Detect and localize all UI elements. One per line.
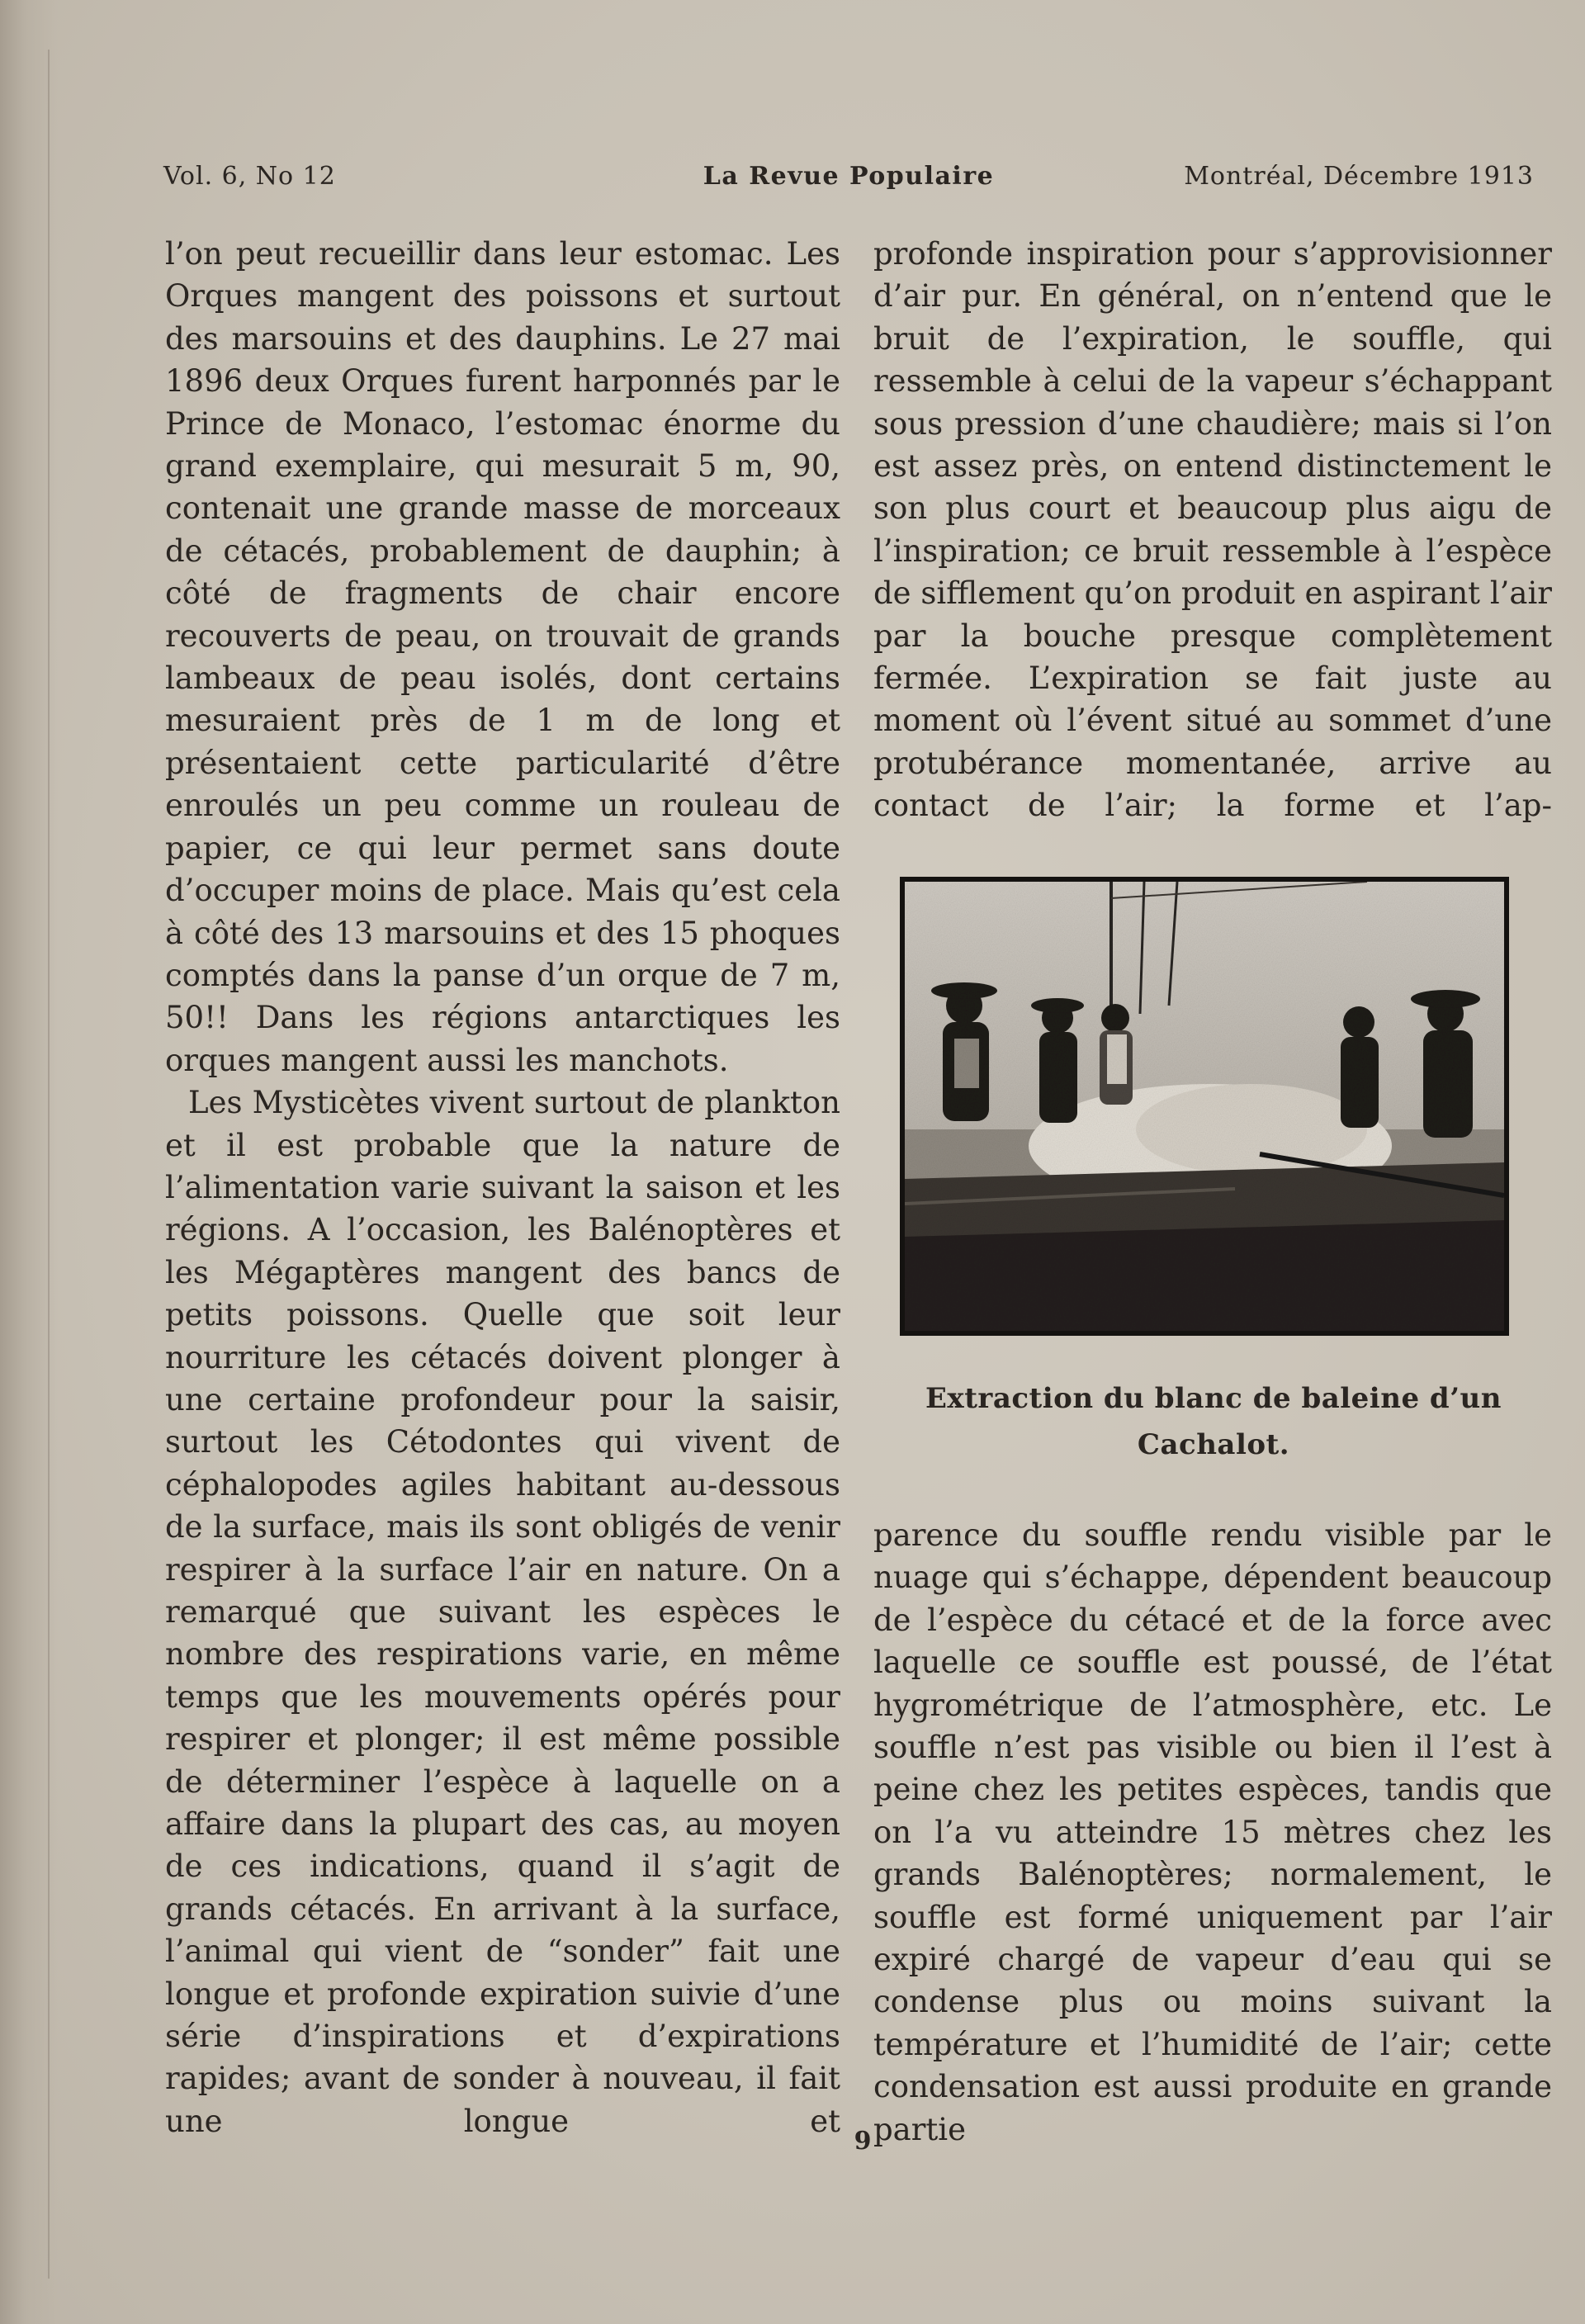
photo-illustration — [905, 882, 1504, 1331]
left-paragraph-2: Les Mysticètes vivent surtout de plankton et il est probable que la nature de l’alimentation varie suivant la saison et les régions. A l’occasion, les Balénoptères et les Mégaptères mangent des bancs de petits poissons. Quelle que soit leur nourriture les cétacés doivent plonger à une certaine profondeur pour la saisir, surtout les Cétodontes qui vivent de céphalopodes agiles habitant au-dessous de la surface, mais ils sont obligés de venir respirer à la surface l’air en nature. On a remarqué que suivant les espèces le nombre des respirations varie, en même temps que les mouvements opérés pour respirer et plonger; il est même possible de déterminer l’espèce à laquelle on a affaire dans la plupart des cas, au moyen de ces indications, quand il s’agit de grands cétacés. En arrivant à la surface, l’animal qui vient de “sonder” fait une longue et profonde expiration suivie d’une série d’inspirations et d’expirations rapides; avant de sonder à nouveau, il fait une longue et — [165, 1085, 840, 2139]
right-paragraph-top: profonde inspiration pour s’approvisionner d’air pur. En général, on n’entend que le bruit de l’expiration, le souffle, qui ressemble à celui de la vapeur s’échappant sous pression d’une chaudière; mais si l’on est assez près, on entend distinctement le son plus court et beaucoup plus aigu de l’inspiration; ce bruit ressemble à l’espèce de sifflement qu’on produit en aspirant l’air par la bouche presque complètement fermée. L’expiration se fait juste au moment où l’évent situé au sommet d’une protubérance momentanée, arrive au contact de l’air; la forme et l’ap- — [873, 236, 1552, 824]
left-column — [165, 233, 840, 2142]
header-title: La Revue Populaire — [703, 162, 995, 191]
header-date: Montréal, Décembre 1913 — [1184, 162, 1534, 191]
right-column-bottom — [873, 1514, 1552, 2151]
right-column-top — [873, 233, 1552, 827]
whaling-photograph — [900, 877, 1509, 1336]
header-volume: Vol. 6, No 12 — [163, 162, 336, 191]
binding-edge — [48, 50, 50, 2279]
left-paragraph-1: l’on peut recueillir dans leur estomac. Les Orques mangent des poissons et surtout des marsouins et des dauphins. Le 27 mai 1896 deux Orques furent harponnés par le Prince de Monaco, l’estomac énorme du grand exemplaire, qui mesurait 5 m, 90, contenait une grande masse de morceaux de cétacés, probablement de dauphin; à côté de fragments de chair encore recouverts de peau, on trouvait de grands lambeaux de peau isolés, dont certains mesuraient près de 1 m de long et présentaient cette particularité d’être enroulés un peu comme un rouleau de papier, ce qui leur permet sans doute d’occuper moins de place. Mais qu’est cela à côté des 13 marsouins et des 15 phoques comptés dans la panse d’un orque de 7 m, 50!! Dans les régions antarctiques les orques mangent aussi les manchots. — [165, 236, 840, 1078]
running-header — [163, 162, 1534, 198]
page-number: 9 — [854, 2127, 872, 2156]
right-paragraph-bottom: parence du souffle rendu visible par le nuage qui s’échappe, dépendent beaucoup de l’espèce du cétacé et de la force avec laquelle ce souffle est poussé, de l’état hygrométrique de l’atmosphère, etc. Le souffle n’est pas visible ou bien il l’est à peine chez les petites espèces, tandis que on l’a vu atteindre 15 mètres chez les grands Balénoptères; normalement, le souffle est formé uniquement par l’air expiré chargé de vapeur d’eau qui se condense plus ou moins suivant la température et l’humidité de l’air; cette condensation est aussi produite en grande partie — [873, 1517, 1552, 2147]
figure-caption: Extraction du blanc de baleine d’un Cachalot. — [925, 1382, 1502, 1461]
